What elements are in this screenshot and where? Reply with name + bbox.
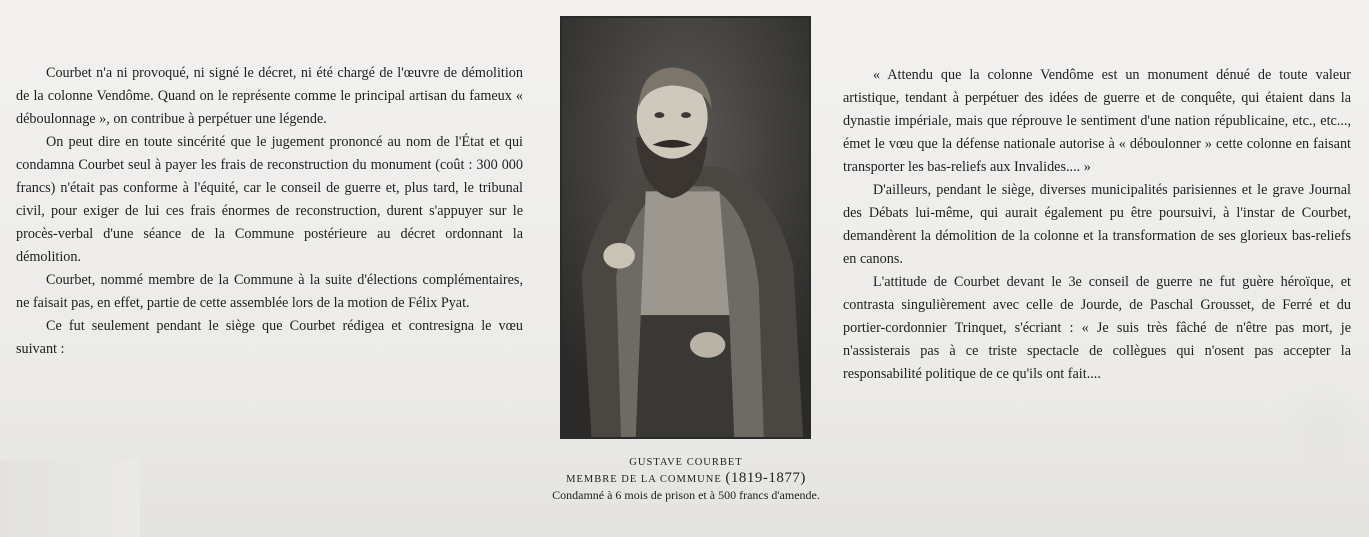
paragraph: Courbet n'a ni provoqué, ni signé le décret, ni été chargé de l'œuvre de démolition de la colonne Vendôme. Quand on le représente comme le principal artisan du fameux « déboulonnage », on contribue à perpétuer une légende. <box>16 65 523 127</box>
caption-role-text: MEMBRE DE LA COMMUNE <box>566 474 722 485</box>
caption-role <box>520 470 852 488</box>
paragraph: D'ailleurs, pendant le siège, diverses municipalités parisiennes et le grave Journal des Débats lui-même, qui aurait également pu être poursuivi, à l'instar de Courbet, demandèrent la démolition de la colonne et la transformation de ses glorieux bas-reliefs en canons. <box>843 182 1351 267</box>
caption-note: Condamné à 6 mois de prison et à 500 francs d'amende. <box>552 488 820 502</box>
photo-caption <box>520 456 852 502</box>
page-stain <box>1279 380 1369 480</box>
portrait-photo <box>560 16 811 439</box>
paragraph: On peut dire en toute sincérité que le jugement prononcé au nom de l'État et qui condamna Courbet seul à payer les frais de reconstruction du monument (coût : 300 000 francs) n'était pas conforme à l'équité, car le conseil de guerre et, plus tard, le tribunal civil, pour exiger de lui ces frais énormes de reconstruction, durent s'appuyer sur le procès-verbal d'une séance de la Commune postérieure au décret ordonnant la démolition. <box>16 134 523 265</box>
paragraph: L'attitude de Courbet devant le 3e conseil de guerre ne fut guère héroïque, et contrasta singulièrement avec celle de Jourde, de Paschal Grousset, de Ferré et du portier-cordonnier Trinquet, s'écriant : « Je suis très fâché de n'être pas mort, je n'assisterais pas à ce triste spectacle de collègues qui n'osent pas accepter la responsabilité politique de ce qu'ils ont fait.... <box>843 274 1351 382</box>
right-text-column <box>843 64 1351 386</box>
caption-name: GUSTAVE COURBET <box>629 457 743 468</box>
portrait-illustration <box>562 18 809 437</box>
paragraph: « Attendu que la colonne Vendôme est un monument dénué de toute valeur artistique, tendant à perpétuer des idées de guerre et de conquête, qui étaient dans la dynastie impériale, mais que réprouve le sentiment d'une nation républicaine, etc., etc..., émet le vœu que la défense nationale autorise à « déboulonner » cette colonne en faisant transporter les bas-reliefs aux Invalides.... » <box>843 67 1351 175</box>
left-text-column <box>16 62 523 361</box>
caption-dates: (1819-1877) <box>725 470 806 486</box>
paragraph: Courbet, nommé membre de la Commune à la suite d'élections complémentaires, ne faisait pas, en effet, partie de cette assemblée lors de la motion de Félix Pyat. <box>16 272 523 311</box>
page-edge-shadow <box>0 460 140 537</box>
paragraph: Ce fut seulement pendant le siège que Courbet rédigea et contresigna le vœu suivant : <box>16 318 523 357</box>
